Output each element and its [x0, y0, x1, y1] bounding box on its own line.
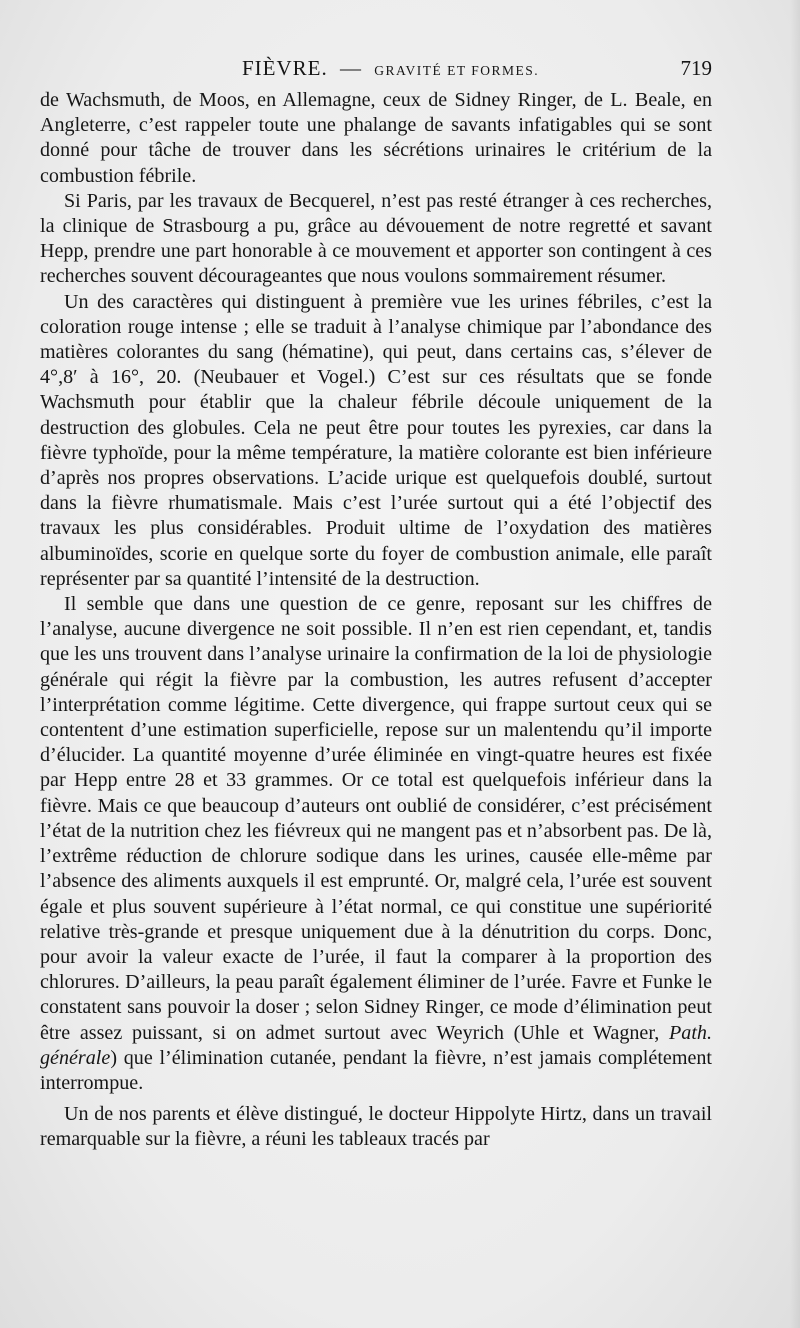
paragraph-4-text: Il semble que dans une question de ce genre, reposant sur les chiffres de l’analyse, aucune divergence ne soit possible. Il n’en est rien cependant, et, tandis que les uns trouvent dans l’analyse urinaire la confirmation de la loi de physiologie générale qui régit la fièvre par la combustion, les autres refusent d’accepter l’interprétation comme légitime. Cette divergence, qui frappe surtout ceux qui se contentent d’une estimation superficielle, repose sur un malentendu qu’il importe d’élucider. La quantité moyenne d’urée éliminée en vingt-quatre heures est fixée par Hepp entre 28 et 33 grammes. Or ce total est quelquefois inférieur dans la fièvre. Mais ce que beaucoup d’auteurs ont oublié de considérer, c’est précisément l’état de la nutrition chez les fiévreux qui ne mangent pas et n’absorbent pas. De là, l’extrême réduction de chlorure sodique dans les urines, causée elle-même par l’absence des aliments auxquels il est emprunté. Or, malgré cela, l’urée est souvent égale et plus souvent supérieure à l’état normal, ce qui constitue une supériorité relative très-grande et presque uniquement due à la dénutrition du corps. Donc, pour avoir la valeur exacte de l’urée, il faut la comparer à la proportion des chlorures. D’ailleurs, la peau paraît également éliminer de l’urée. Favre et Funke le constatent sans pouvoir la doser ; selon Sidney Ringer, ce mode d’élimination peut être assez puissant, si on admet surtout avec Weyrich (Uhle et Wagner,	[40, 593, 712, 1044]
paragraph-2: Si Paris, par les travaux de Becquerel, n’est pas resté étranger à ces recherches, la clinique de Strasbourg a pu, grâce au dévouement de notre regretté et savant Hepp, prendre une part honorable à ce mouvement et apporter son contingent à ces recherches souvent décourageantes que nous voulons sommairement résumer.	[40, 189, 712, 288]
paragraph-4-tail: ) que l’élimination cutanée, pendant la fièvre, n’est jamais complétement interrompue.	[40, 1046, 712, 1094]
italic-reference: Path. générale	[40, 1021, 712, 1069]
running-subtitle: GRAVITÉ ET FORMES.	[374, 63, 540, 78]
paragraph-5: Un de nos parents et élève distingué, le docteur Hippolyte Hirtz, dans un travail remarquable sur la fièvre, a réuni les tableaux tracés par	[40, 1103, 712, 1151]
body-text	[40, 88, 712, 1153]
paragraph-3: Un des caractères qui distinguent à première vue les urines fébriles, c’est la coloration rouge intense ; elle se traduit à l’analyse chimique par l’abondance des matières colorantes du sang (hématine), qui peut, dans certains cas, s’élever de 4°,8′ à 16°, 20. (Neubauer et Vogel.) C’est sur ces résultats que se fonde Wachsmuth pour établir que la chaleur fébrile découle uniquement de la destruction des globules. Cela ne peut être pour toutes les pyrexies, car dans la fièvre typhoïde, pour la même température, la matière colorante est bien inférieure d’après nos propres observations. L’acide urique est quelquefois doublé, surtout dans la fièvre rhumatismale. Mais c’est l’urée surtout qui a été l’objectif des travaux les plus considérables. Produit ultime de l’oxydation des matières albuminoïdes, scorie en quelque sorte du foyer de combustion animale, elle paraît représenter par sa quantité l’intensité de la destruction.	[40, 290, 712, 590]
header-dash: —	[340, 56, 362, 80]
running-title: FIÈVRE.	[242, 56, 328, 80]
running-head	[242, 56, 539, 81]
paragraph-4	[40, 592, 712, 1096]
running-header	[40, 56, 712, 84]
page-number: 719	[680, 56, 712, 80]
paragraph-1: de Wachsmuth, de Moos, en Allemagne, ceux de Sidney Ringer, de L. Beale, en Angleterre, c’est rappeler toute une phalange de savants infatigables qui se sont donné pour tâche de trouver dans les sécrétions urinaires le critérium de la combustion fébrile.	[40, 89, 712, 187]
page-edge-shadow	[790, 0, 800, 1328]
